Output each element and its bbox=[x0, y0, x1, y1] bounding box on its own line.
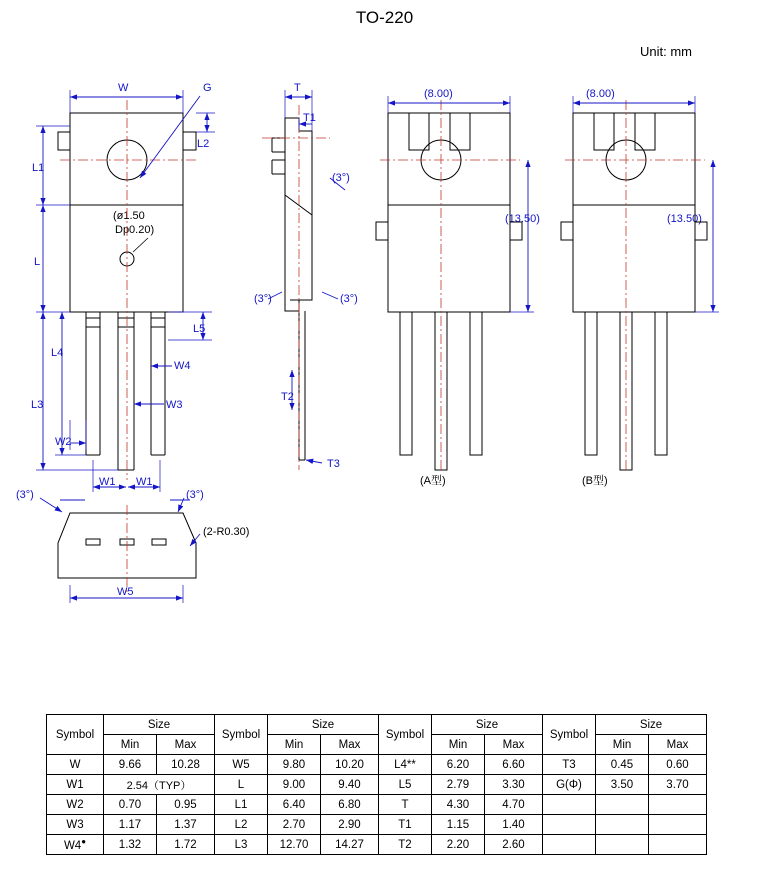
table-row bbox=[47, 795, 707, 815]
cell-min: 9.80 bbox=[268, 755, 321, 775]
cell-max bbox=[649, 815, 707, 835]
header-symbol-3: Symbol bbox=[379, 715, 432, 755]
cell-max: 1.37 bbox=[157, 815, 215, 835]
typea-caption: (A型) bbox=[420, 475, 446, 487]
angle-label-side-top: (3°) bbox=[332, 172, 350, 184]
cell-symbol: G(Φ) bbox=[543, 775, 596, 795]
cell-min: 12.70 bbox=[268, 835, 321, 855]
cell-max: 0.95 bbox=[157, 795, 215, 815]
cell-max bbox=[649, 795, 707, 815]
cell-max: 1.72 bbox=[157, 835, 215, 855]
dim-label-W1-right: W1 bbox=[136, 476, 153, 488]
cell-symbol: T bbox=[379, 795, 432, 815]
cell-max: 2.60 bbox=[485, 835, 543, 855]
dim-label-W1-left: W1 bbox=[99, 476, 116, 488]
table-header-row-1 bbox=[47, 715, 707, 735]
cell-symbol: L4** bbox=[379, 755, 432, 775]
cell-symbol bbox=[543, 815, 596, 835]
cell-max: 10.28 bbox=[157, 755, 215, 775]
cell-min bbox=[596, 795, 649, 815]
cell-min: 0.45 bbox=[596, 755, 649, 775]
table-row bbox=[47, 815, 707, 835]
cell-max: 4.70 bbox=[485, 795, 543, 815]
header-max-3: Max bbox=[485, 735, 543, 755]
dim-label-L3: L3 bbox=[31, 399, 44, 411]
dim-label-T1: T1 bbox=[303, 112, 316, 124]
dim-label-T3: T3 bbox=[327, 458, 340, 470]
angle-label-side-right: (3°) bbox=[340, 293, 358, 305]
cell-min: 6.20 bbox=[432, 755, 485, 775]
cell-min: 2.79 bbox=[432, 775, 485, 795]
dim-label-W5: W5 bbox=[117, 586, 134, 598]
cell-min: 6.40 bbox=[268, 795, 321, 815]
header-max-1: Max bbox=[157, 735, 215, 755]
dim-label-W: W bbox=[118, 82, 129, 94]
dim-label-L: L bbox=[34, 256, 41, 268]
dimension-table bbox=[46, 714, 707, 855]
dim-label-T2: T2 bbox=[281, 391, 294, 403]
cell-symbol: T1 bbox=[379, 815, 432, 835]
typeb-width-ref: (8.00) bbox=[586, 88, 615, 100]
dim-label-L1: L1 bbox=[32, 162, 45, 174]
cell-min: 0.70 bbox=[104, 795, 157, 815]
cell-symbol: T2 bbox=[379, 835, 432, 855]
header-size-3: Size bbox=[432, 715, 543, 735]
cell-symbol: T3 bbox=[543, 755, 596, 775]
angle-label-side-left: (3°) bbox=[254, 293, 272, 305]
cell-symbol bbox=[543, 795, 596, 815]
header-min-2: Min bbox=[268, 735, 321, 755]
typeb-caption: (B型) bbox=[582, 475, 608, 487]
header-min-1: Min bbox=[104, 735, 157, 755]
table-row bbox=[47, 835, 707, 855]
hole-note-line1: (ø1.50 bbox=[113, 210, 145, 222]
header-max-2: Max bbox=[321, 735, 379, 755]
header-min-3: Min bbox=[432, 735, 485, 755]
cell-max: 6.80 bbox=[321, 795, 379, 815]
dim-label-L2: L2 bbox=[197, 138, 210, 150]
cell-symbol: L bbox=[215, 775, 268, 795]
cell-min: 9.66 bbox=[104, 755, 157, 775]
page-title: TO-220 bbox=[355, 8, 414, 27]
cell-min bbox=[596, 835, 649, 855]
cell-min: 1.15 bbox=[432, 815, 485, 835]
cell-max: 3.70 bbox=[649, 775, 707, 795]
cell-symbol: W2 bbox=[47, 795, 104, 815]
header-max-4: Max bbox=[649, 735, 707, 755]
cell-min: 9.00 bbox=[268, 775, 321, 795]
typeb-height-ref: (13.50) bbox=[667, 213, 702, 225]
header-size-4: Size bbox=[596, 715, 707, 735]
cell-symbol-w4: W4● bbox=[47, 835, 104, 855]
cell-max: 9.40 bbox=[321, 775, 379, 795]
dim-label-W2: W2 bbox=[55, 436, 72, 448]
table-row bbox=[47, 775, 707, 795]
typea-height-ref: (13.50) bbox=[505, 213, 540, 225]
dim-label-W3: W3 bbox=[166, 399, 183, 411]
radius-note: (2-R0.30) bbox=[203, 526, 250, 538]
cell-symbol bbox=[543, 835, 596, 855]
cell-symbol: L2 bbox=[215, 815, 268, 835]
cell-symbol: L3 bbox=[215, 835, 268, 855]
header-symbol-4: Symbol bbox=[543, 715, 596, 755]
cell-max: 0.60 bbox=[649, 755, 707, 775]
header-size-2: Size bbox=[268, 715, 379, 735]
dim-label-W4: W4 bbox=[174, 360, 191, 372]
angle-label-bottom-right: (3°) bbox=[186, 489, 204, 501]
typea-width-ref: (8.00) bbox=[424, 88, 453, 100]
cell-typ-span: 2.54（TYP） bbox=[104, 775, 215, 795]
cell-min bbox=[596, 815, 649, 835]
cell-max bbox=[649, 835, 707, 855]
unit-note: Unit: mm bbox=[640, 44, 692, 59]
header-min-4: Min bbox=[596, 735, 649, 755]
cell-max: 3.30 bbox=[485, 775, 543, 795]
header-size-1: Size bbox=[104, 715, 215, 735]
dim-label-L4: L4 bbox=[51, 347, 64, 359]
cell-symbol: W5 bbox=[215, 755, 268, 775]
cell-max: 1.40 bbox=[485, 815, 543, 835]
cell-min: 4.30 bbox=[432, 795, 485, 815]
dim-label-G: G bbox=[203, 82, 212, 94]
cell-symbol: W bbox=[47, 755, 104, 775]
table-header-row-2 bbox=[47, 735, 707, 755]
hole-note-line2: Dp0.20) bbox=[115, 224, 155, 236]
table-row bbox=[47, 755, 707, 775]
cell-min: 1.32 bbox=[104, 835, 157, 855]
cell-min: 3.50 bbox=[596, 775, 649, 795]
header-symbol-2: Symbol bbox=[215, 715, 268, 755]
angle-label-bottom-left: (3°) bbox=[16, 489, 34, 501]
cell-min: 2.70 bbox=[268, 815, 321, 835]
cell-symbol: W1 bbox=[47, 775, 104, 795]
header-symbol-1: Symbol bbox=[47, 715, 104, 755]
cell-symbol: W3 bbox=[47, 815, 104, 835]
dim-label-T: T bbox=[294, 82, 301, 94]
cell-max: 10.20 bbox=[321, 755, 379, 775]
cell-symbol: L1 bbox=[215, 795, 268, 815]
cell-symbol: L5 bbox=[379, 775, 432, 795]
dim-label-L5: L5 bbox=[193, 323, 206, 335]
cell-max: 6.60 bbox=[485, 755, 543, 775]
cell-min: 2.20 bbox=[432, 835, 485, 855]
footnote-dot: ● bbox=[81, 837, 87, 847]
cell-max: 14.27 bbox=[321, 835, 379, 855]
cell-max: 2.90 bbox=[321, 815, 379, 835]
cell-min: 1.17 bbox=[104, 815, 157, 835]
